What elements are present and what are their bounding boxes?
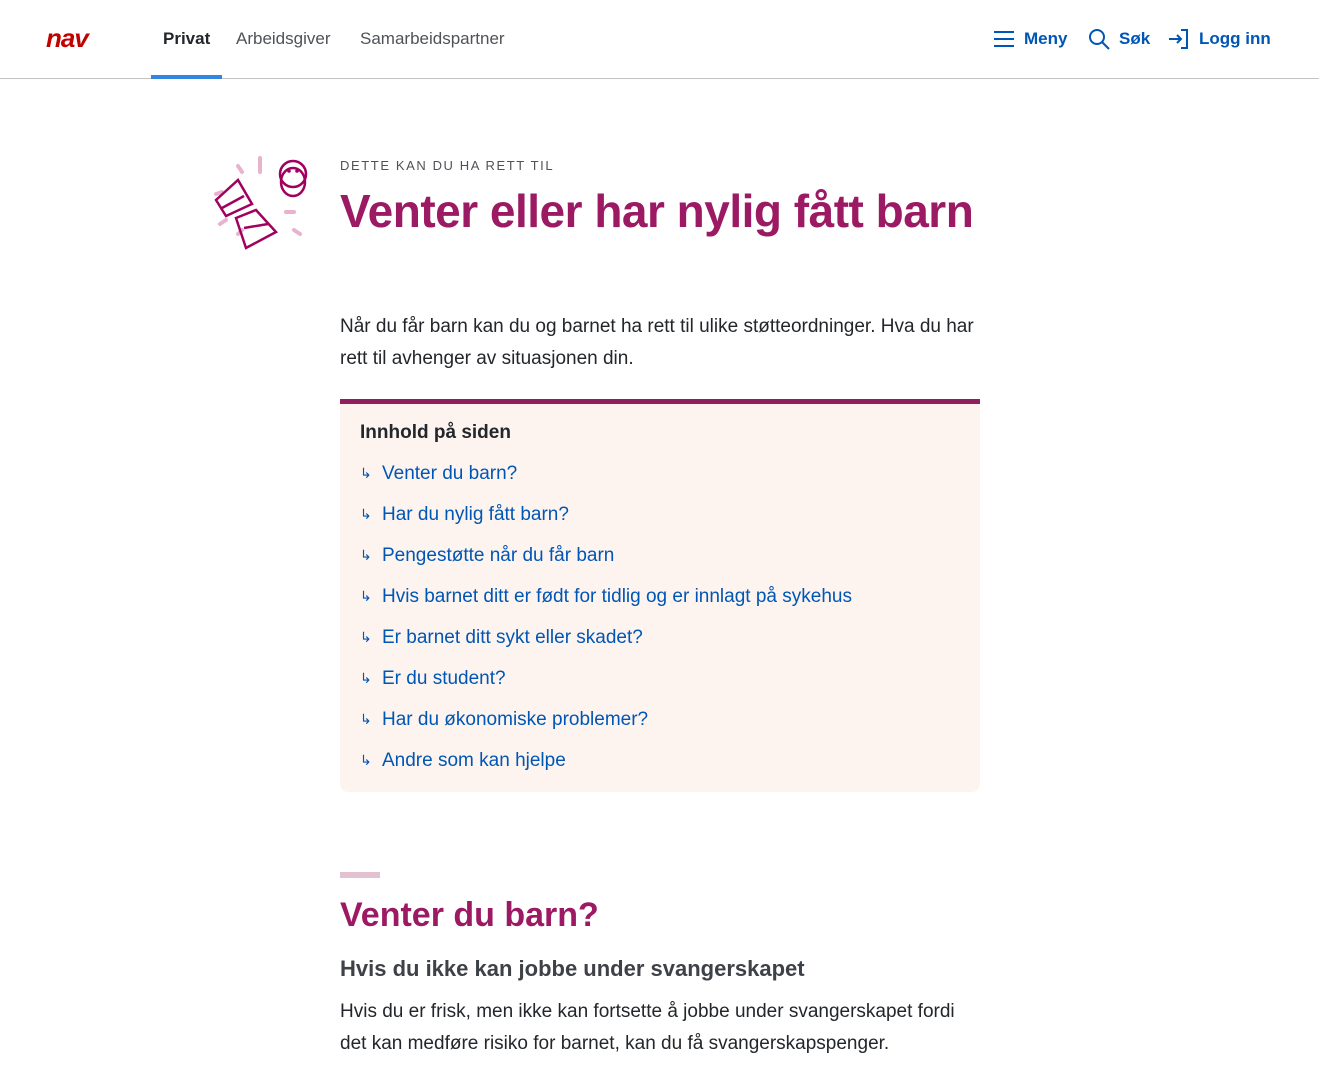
toc-link-venter-du-barn[interactable]: Venter du barn? bbox=[382, 463, 518, 484]
toc-link-nylig-fatt-barn[interactable]: Har du nylig fått barn? bbox=[382, 504, 569, 525]
tab-samarbeidspartner[interactable] bbox=[360, 0, 505, 78]
toc-arrow-icon: ↳ bbox=[360, 630, 372, 646]
page-tagline: DETTE KAN DU HA RETT TIL bbox=[340, 158, 555, 173]
toc-item bbox=[360, 706, 852, 747]
login-icon bbox=[1167, 27, 1191, 51]
menu-label: Meny bbox=[1024, 29, 1068, 48]
toc-link-fodt-for-tidlig[interactable]: Hvis barnet ditt er født for tidlig og er innlagt på sykehus bbox=[382, 586, 852, 607]
section-subtitle: Hvis du ikke kan jobbe under svangerskapet bbox=[340, 956, 805, 981]
toc-arrow-icon: ↳ bbox=[360, 466, 372, 482]
section-divider bbox=[340, 872, 380, 878]
nav-logo[interactable] bbox=[46, 27, 112, 51]
tab-arbeidsgiver-label: Arbeidsgiver bbox=[236, 29, 331, 48]
page-ingress: Når du får barn kan du og barnet ha rett til ulike støtteordninger. Hva du har rett til avhenger av situasjonen din. bbox=[340, 316, 974, 369]
svg-text:nav: nav bbox=[46, 27, 88, 51]
menu-icon bbox=[992, 27, 1016, 51]
toc-arrow-icon: ↳ bbox=[360, 548, 372, 564]
toc-item bbox=[360, 583, 852, 624]
toc-arrow-icon: ↳ bbox=[360, 507, 372, 523]
tab-privat-label: Privat bbox=[163, 29, 211, 48]
toc-link-pengestotte[interactable]: Pengestøtte når du får barn bbox=[382, 545, 615, 566]
toc-link-okonomiske-problemer[interactable]: Har du økonomiske problemer? bbox=[382, 709, 649, 730]
toc-link-student[interactable]: Er du student? bbox=[382, 668, 506, 689]
search-icon bbox=[1087, 27, 1111, 51]
toc-arrow-icon: ↳ bbox=[360, 589, 372, 605]
tab-arbeidsgiver[interactable] bbox=[236, 0, 331, 78]
table-of-contents bbox=[340, 399, 980, 792]
section-title: Venter du barn? bbox=[340, 896, 599, 934]
toc-item bbox=[360, 501, 852, 542]
site-header bbox=[0, 0, 1319, 79]
toc-title: Innhold på siden bbox=[360, 422, 511, 443]
toc-arrow-icon: ↳ bbox=[360, 753, 372, 769]
search-button[interactable] bbox=[1087, 0, 1150, 78]
toc-arrow-icon: ↳ bbox=[360, 671, 372, 687]
toc-list bbox=[360, 460, 852, 788]
section-text: Hvis du er frisk, men ikke kan fortsette å jobbe under svangerskapet fordi det kan medføre risiko for barnet, kan du få svangerskapspenger. bbox=[340, 1001, 955, 1054]
toc-link-sykt-eller-skadet[interactable]: Er barnet ditt sykt eller skadet? bbox=[382, 627, 643, 648]
toc-item bbox=[360, 624, 852, 665]
login-label: Logg inn bbox=[1199, 29, 1271, 48]
login-button[interactable] bbox=[1167, 0, 1271, 78]
tab-privat[interactable] bbox=[163, 0, 210, 78]
page-title: Venter eller har nylig fått barn bbox=[340, 185, 974, 237]
search-label: Søk bbox=[1119, 29, 1151, 48]
toc-link-andre-som-kan-hjelpe[interactable]: Andre som kan hjelpe bbox=[382, 750, 566, 771]
toc-item bbox=[360, 460, 852, 501]
toc-item bbox=[360, 747, 852, 788]
toc-item bbox=[360, 665, 852, 706]
tab-samarbeidspartner-label: Samarbeidspartner bbox=[360, 29, 505, 48]
menu-button[interactable] bbox=[992, 0, 1067, 78]
toc-arrow-icon: ↳ bbox=[360, 712, 372, 728]
baby-illustration bbox=[208, 152, 316, 256]
toc-item bbox=[360, 542, 852, 583]
